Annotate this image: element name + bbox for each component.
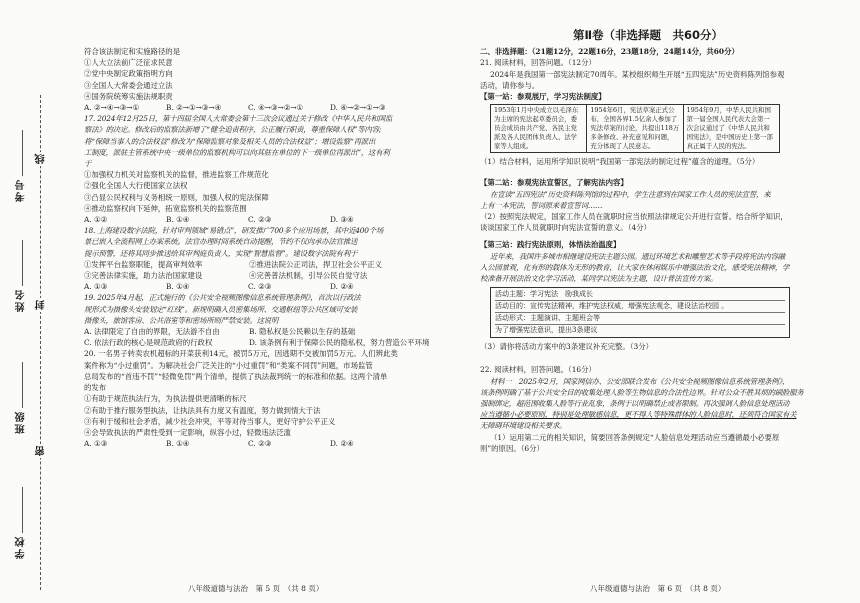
intro-item: ④国务院统筹实施法规职责 [84, 91, 173, 101]
q20-stem: 20. 一名男子转卖农机超标的开菜获利14元，被罚5万元，因逃期不交被加罚5万元。人们辨此类 [84, 349, 398, 359]
seal-char-feng: 封 [36, 300, 47, 310]
q18-stem: 提示预警，还将其同步推送给其审判庭负责人，实现“智慧监督”。建设数字法院有利于 [84, 248, 358, 258]
q16-options [84, 102, 414, 113]
q22-part-1: 则”的原因。（6分） [480, 443, 544, 453]
q18-item: ①发挥平台监察职能，提高审判效率 [84, 259, 203, 269]
q19-stem: 摄像头，旅馆客房、公共浴室等和密场所则严禁安装。这说明 [84, 315, 279, 325]
q17-stem: 将“保障当事人的合法权益”修改为“保障监察对象及相关人员的合法权益”；增设监察“再派出 [84, 136, 376, 146]
q22-heading: 22. 阅读材料，回答问题。（16分） [480, 365, 596, 375]
q22-material: 无障碍环境建设相关要求。 [480, 421, 567, 431]
q19-stem: 19. 2025年4月起，正式施行的《公共安全视频图像信息系统管理条例》，首次以行政法 [84, 293, 361, 303]
q22-part-1: （1）运用第二元的相关知识，简要回答条例规定“人脸信息处理活动应当遵循最小必要原 [490, 432, 780, 442]
q17-stem: 工制度，派驻主管系统中央一级单位的监察机构可以向其驻在单位的下一级单位再派出”，这有利 [84, 147, 390, 157]
history-cell: 1954年9月，中华人民共和国第一届全国人民代表大会第一次会议通过了《中华人民共和国宪法》，是中国历史上第一部真正属于人民的宪法。 [683, 105, 779, 153]
stage-3-text: 入公园景观，化有形的载体为无形的教育，让大家在休闲娱乐中增强法治文化，感受宪法精神，学 [480, 262, 790, 272]
history-cell: 1954年6月，宪法草案正式公布，全国各界1.5亿余人参加了宪法草案的讨论，共提出118万多条修改、补充意见和问题，充分体现了人民意志。 [587, 105, 683, 153]
q21-part-1: （1）结合材料，运用所学知识说明“我国第一部宪法的制定过程”蕴含的道理。（5分） [480, 157, 760, 167]
q22-material: 该条例明确了基于公共安全目的收集处理人脸等生物信息的合法性边界。针对公众不胜其烦的刷脸服务 [480, 387, 804, 397]
q18-stem: 18. 上海建设数字法院，针对审判领域“易错点”，研发推广700多个应用场景，其中近400个场 [84, 226, 384, 236]
q21-heading: 21. 阅读材料，回答问题。（12分） [480, 58, 596, 68]
field-label-xuexiao: 学校 [16, 535, 27, 559]
q18-item: ④完善普法机制，引导公民自觉守法 [249, 271, 368, 281]
page-6 [480, 28, 816, 454]
q20-item: ②有助于推行服务型执法，让执法具有力度又有温度，努力做到情大于法 [84, 405, 321, 415]
q22-material: 强制绑定，超范围收集人脸等行业乱象，条例于以明确禁止或者限制。再次强调人脸信息处理活动 [480, 399, 790, 409]
q17-item: ②强化全国人大行使国家立法权 [84, 181, 188, 191]
q18-stem: 景已嵌入全流程网上办案系统。法官办理时间系统自动提醒，节约不仅向承办法官推送 [84, 237, 358, 247]
q19-options [84, 326, 414, 337]
field-label-banji: 班级 [16, 410, 27, 434]
option: A. ①② [84, 215, 108, 225]
q18-items [84, 259, 414, 270]
q19-options [84, 337, 430, 348]
intro-item: ①人大立法前广泛征求民意 [84, 58, 173, 68]
q19-stem: 规形式为摄像头安装划定“红线”。新规明确入员密集场所、交通枢纽等公共区域可安装 [84, 304, 358, 314]
field-blank-banji [22, 362, 23, 408]
binding-strip [0, 0, 58, 603]
option: B. ①④ [166, 439, 190, 449]
q17-item: ①加强权力机关对监察机关的监督，推进监察工作规范化 [84, 170, 269, 180]
q18-items [84, 270, 414, 281]
q17-options [84, 214, 414, 225]
option: D. ②④ [330, 282, 354, 292]
stage-2-heading: 【第二站：参观宪法宣誓区，了解宪法内容】 [480, 178, 628, 188]
option: B. ②→①→③→④ [166, 103, 222, 113]
q18-options [84, 281, 414, 292]
plan-row: 为了增强宪法意识，提出3条建议 [495, 326, 598, 335]
field-blank-xuexiao [22, 487, 23, 533]
plan-row: 活动目的：宣传宪法精神，维护宪法权威，增强宪法观念，建设法治校园 。 [495, 301, 785, 313]
section-heading: 二、非选择题：（21题12分，22题16分，23题18分，24题14分，共60分） [480, 47, 739, 57]
stage-2-text: 在宣读“五四宪法”历史资料陈列馆的过程中，学生注意到在国家工作人员的宪法宣誓，来 [490, 189, 771, 199]
q22-material: 材料一 2025年2月，国家网信办、公安部联合发布《公共安全视频图像信息系统管理条例》， [490, 376, 790, 386]
stage-2-text: 上有一本宪法，誓词原来着宣誓词…… [480, 200, 603, 210]
q18-item: ③完善法律实施，助力法治国家建设 [84, 271, 203, 281]
intro-item: ③全国人大常委会通过立法 [84, 80, 173, 90]
q20-options [84, 438, 414, 449]
q21-part-2: 谈谈国家工作人员就职时向宪法宣誓的意义。（4分） [480, 223, 651, 233]
q20-stem: 案件称为“小过重罚”。为解决社会广泛关注的“小过重罚”和“类案不同罚”问题，市场监管 [84, 360, 373, 370]
option: A. ②→④→③→① [84, 103, 140, 113]
q17-stem: 察法》的决定。修改后的监察法新增了“健全追责程序，公正履行职责，尊重保障人权”等内容; [84, 125, 382, 135]
field-blank-xingming [22, 240, 23, 286]
q20-item: ④会导致执法的严肃性受到一定影响，纵容小过，轻微违法泛滥 [84, 427, 291, 437]
option: C. ②③ [248, 282, 272, 292]
intro-item: ②党中央制定政策指明方向 [84, 69, 173, 79]
option: D. ④→②→①→③ [330, 103, 386, 113]
option: C. ④→③→②→① [248, 103, 304, 113]
stage-1-heading: 【第一站：参观展厅，学习宪法制度】 [480, 92, 606, 102]
option: C. ②③ [248, 215, 272, 225]
q20-stem: 总局发布的“首违不罚”“轻微免罚”两个清单，提供了执法裁判统一的标准和依据。这两个清单 [84, 371, 388, 381]
q20-stem: 的发布 [84, 383, 107, 393]
option: A. ①③ [84, 439, 108, 449]
q17-item: ④推动监察权向下延伸，拓宽监察机关的监察范围 [84, 203, 247, 213]
stage-3-heading: 【第三站：践行宪法原则，体悟法治温度】 [480, 240, 621, 250]
option: A. 法律限定了自由的界限，无法游不自由 [84, 327, 220, 337]
q20-item: ①有助于规范执法行为，为执法提供更清晰的标尺 [84, 394, 247, 404]
stage-3-text: 近年来，我国许多城市相继建设宪法主题公园。通过环境艺术和雕塑艺术等手段将宪法内容融 [490, 251, 785, 261]
page-5-footer: 八年级道德与法治 第 5 页 （共 8 页） [188, 584, 324, 593]
option: D. 该条例有利于保障公民的隐私权，努力营造公平环境 [249, 338, 430, 348]
part-two-title: 第Ⅱ卷（非选择题 共60分） [572, 28, 724, 42]
option: B. ①④ [166, 215, 190, 225]
q21-intro: 活动，请你参与。 [480, 80, 540, 90]
option: C. ②③ [248, 439, 272, 449]
q17-stem: 于 [84, 159, 92, 169]
field-label-xingming: 姓名 [16, 288, 27, 312]
q17-stem: 17. 2024年12月25日，第十四届全国人大常委会第十三次会议通过关于修改《中华人民共和国监 [84, 114, 393, 124]
activity-plan-box [490, 287, 790, 338]
seal-char-xian: 线 [36, 154, 47, 164]
q18-item: ②推进法院公正司法，捍卫社会公平正义 [249, 259, 383, 269]
q21-part-3: （3）请你将活动方案中的3条建议补充完整。（3分） [480, 342, 654, 352]
stage-3-text: 校准备开展法治文化学习活动，某同学以宪法为主题，设计普法宣传方案。 [480, 274, 718, 284]
history-table [490, 104, 780, 153]
q20-item: ③有利于缓和社会矛盾，减少社会冲突，平等对待当事人，更好守护公平正义 [84, 416, 336, 426]
intro-line: 符合该法制定和实施路径的是 [84, 47, 181, 56]
option: D. ②④ [330, 439, 354, 449]
q17-item: ③凸显公民权利与义务相统一原则，加强人权的宪法保障 [84, 192, 269, 202]
page-6-footer: 八年级道德与法治 第 6 页 （共 8 页） [590, 584, 726, 593]
history-cell: 1953年1月中央成立以毛泽东为主席的宪法起草委员会，委员会成员由共产党、各民主党派及各人民团体负责人、法学家等人组成。 [491, 105, 587, 153]
field-blank-kaohao [22, 130, 23, 176]
option: C. 依法行政的核心是规范政府的行政权 [84, 338, 213, 348]
field-label-kaohao: 考号 [16, 178, 27, 202]
page-5 [84, 46, 430, 449]
option: B. ①④ [166, 282, 190, 292]
plan-row: 活动形式：主题演讲、主题班会等 [495, 313, 785, 325]
option: B. 隐私权是公民赖以生存的基础 [249, 327, 356, 337]
option: D. ③④ [330, 215, 354, 225]
binding-line [40, 95, 41, 590]
seal-char-mi: 密 [36, 446, 47, 456]
option: A. ①③ [84, 282, 108, 292]
q22-material: 应当遵循小必要原则，特别是处理敏感信息，更不得人等特殊群体的人脸信息时，还须符合国家有关 [480, 410, 797, 420]
q21-intro: 2024年是我国第一部宪法制定70周年。某校组织师生开展“五四宪法”历史资料陈列馆参观 [490, 69, 785, 79]
q21-part-2: （2）按照宪法规定，国家工作人员在就职时应当依照法律规定公开进行宣誓。结合所学知识， [480, 212, 788, 222]
plan-row: 活动主题：学习宪法 励我成长 [495, 289, 785, 301]
